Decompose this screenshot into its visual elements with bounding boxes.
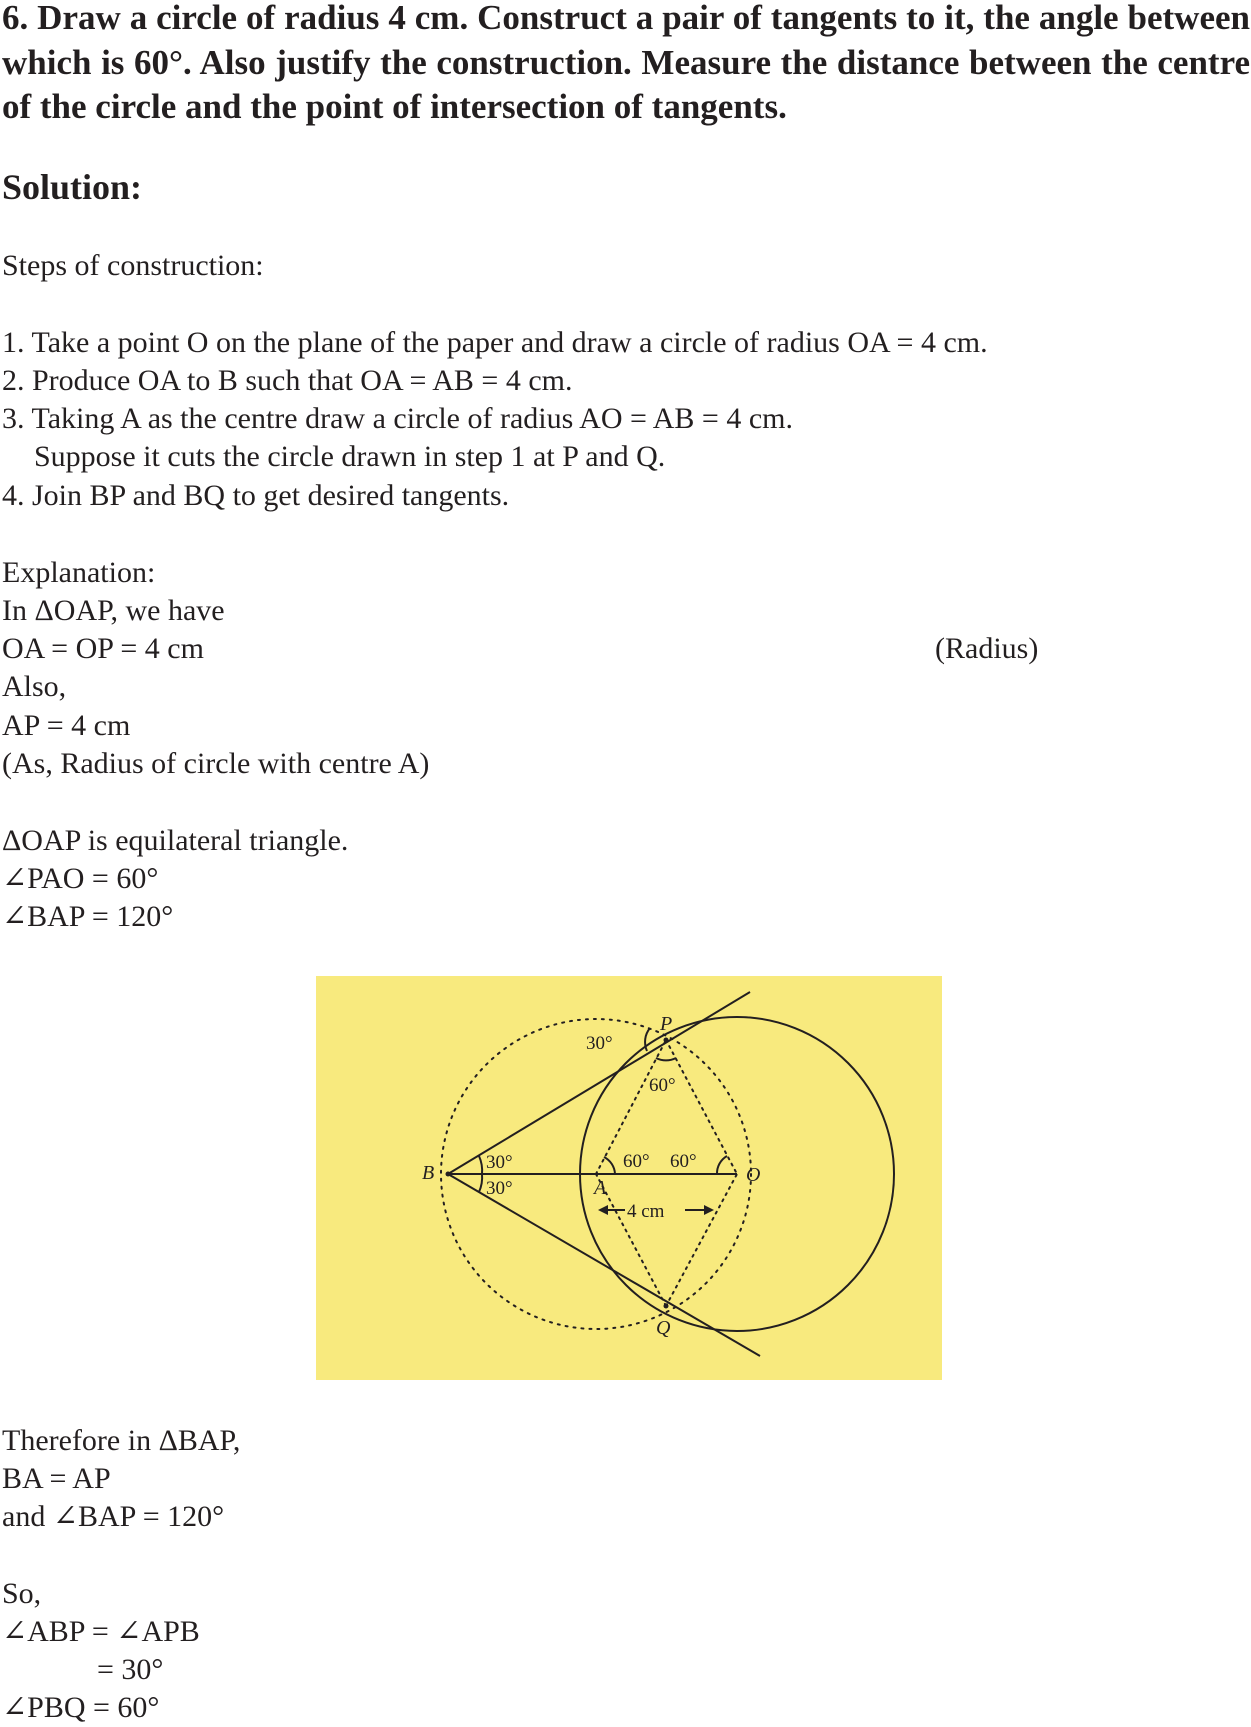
explanation-line-1: In ΔOAP, we have xyxy=(2,594,225,627)
continuation-line-3: and ∠BAP = 120° xyxy=(2,1500,225,1533)
step-4: 4. Join BP and BQ to get desired tangents. xyxy=(2,479,510,512)
dotted-segment-aq xyxy=(596,1174,666,1306)
continuation-line-5: ∠ABP = ∠APB xyxy=(2,1615,200,1648)
explanation-line-4: AP = 4 cm xyxy=(2,709,131,742)
explanation-line-2: OA = OP = 4 cm xyxy=(2,632,204,665)
distance-arrowhead-right xyxy=(704,1205,714,1215)
angle-arc-a xyxy=(604,1157,615,1174)
label-angle-p-top: 30° xyxy=(586,1033,613,1054)
label-a: A xyxy=(594,1177,607,1199)
continuation-line-2: BA = AP xyxy=(2,1462,111,1495)
point-q-dot xyxy=(664,1304,669,1309)
distance-arrowhead-left xyxy=(598,1205,608,1215)
construction-figure xyxy=(316,976,942,1380)
continuation-line-6: = 30° xyxy=(97,1653,164,1686)
point-p-dot xyxy=(664,1038,669,1043)
continuation-line-1: Therefore in ΔBAP, xyxy=(2,1424,241,1457)
label-p: P xyxy=(660,1013,673,1035)
label-angle-a: 60° xyxy=(623,1151,650,1172)
label-angle-b-upper: 30° xyxy=(486,1152,513,1173)
label-o: O xyxy=(746,1164,761,1186)
steps-heading: Steps of construction: xyxy=(2,249,264,282)
continuation-line-4: So, xyxy=(2,1577,42,1610)
dotted-segment-qo xyxy=(666,1174,737,1306)
angle-arc-p-top xyxy=(645,1028,650,1051)
explanation-title: Explanation: xyxy=(2,556,156,589)
question-text: 6. Draw a circle of radius 4 cm. Construct a pair of tangents to it, the angle between which is 60°. Also justify the construction. Measure the distance between the centre of the circle and the point of intersection of tangents. xyxy=(2,0,1250,126)
continuation-line-7: ∠PBQ = 60° xyxy=(2,1691,160,1724)
step-3: 3. Taking A as the centre draw a circle of radius AO = AB = 4 cm. xyxy=(2,402,793,435)
conclusion-line-2: ∠PAO = 60° xyxy=(2,862,159,895)
label-b: B xyxy=(422,1162,435,1184)
conclusion-line-3: ∠BAP = 120° xyxy=(2,900,174,933)
angle-arc-o xyxy=(717,1156,727,1174)
tangent-bp xyxy=(448,992,750,1174)
solution-heading: Solution: xyxy=(2,167,143,207)
reason-radius: (Radius) xyxy=(935,632,1039,665)
step-3-continued: Suppose it cuts the circle drawn in step 1 at P and Q. xyxy=(34,440,666,473)
conclusion-line-1: ΔOAP is equilateral triangle. xyxy=(2,824,349,857)
step-2: 2. Produce OA to B such that OA = AB = 4 cm. xyxy=(2,364,573,397)
tangent-bq xyxy=(448,1174,760,1356)
point-b-dot xyxy=(446,1172,451,1177)
label-distance: 4 cm xyxy=(627,1201,665,1222)
label-angle-p-bottom: 60° xyxy=(649,1075,676,1096)
construction-diagram xyxy=(316,976,942,1380)
explanation-line-3: Also, xyxy=(2,670,67,703)
angle-arc-b-lower xyxy=(479,1174,482,1192)
step-1: 1. Take a point O on the plane of the paper and draw a circle of radius OA = 4 cm. xyxy=(2,326,988,359)
label-angle-o: 60° xyxy=(670,1151,697,1172)
explanation-line-5: (As, Radius of circle with centre A) xyxy=(2,747,430,780)
label-angle-b-lower: 30° xyxy=(486,1178,513,1199)
label-q: Q xyxy=(656,1317,671,1339)
angle-arc-b-upper xyxy=(479,1156,482,1174)
angle-arc-p-bottom xyxy=(656,1058,676,1060)
